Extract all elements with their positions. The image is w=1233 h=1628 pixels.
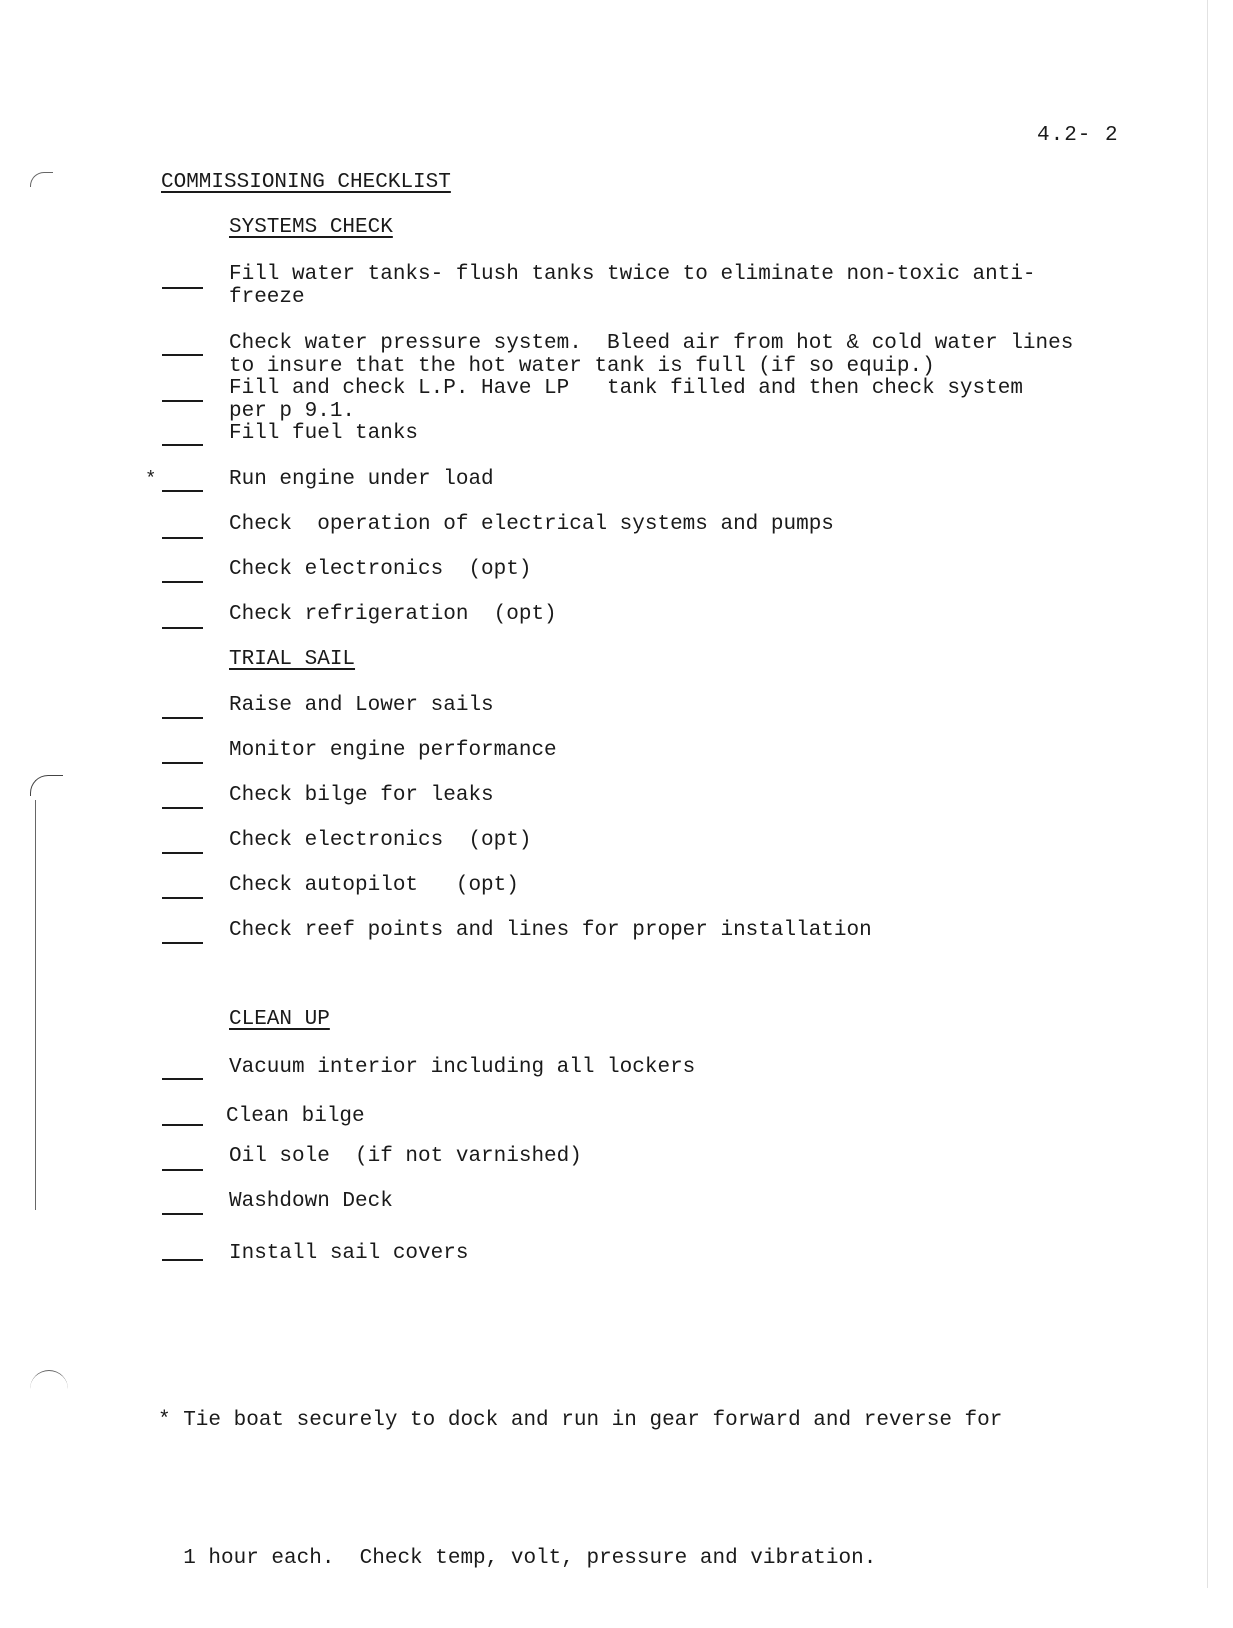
checklist-item-text: Install sail covers [229, 1242, 469, 1265]
checklist-item-text: Monitor engine performance [229, 739, 557, 762]
checkbox-blank-line[interactable] [162, 581, 203, 583]
checklist-item-text: Run engine under load [229, 468, 494, 491]
footnote [158, 1306, 1002, 1628]
checkbox-blank-line[interactable] [162, 490, 203, 492]
checklist-item-text: Check autopilot (opt) [229, 874, 519, 897]
checklist-item-text: Check operation of electrical systems and pumps [229, 513, 834, 536]
binder-hole-mark [30, 172, 53, 187]
margin-edge-line [35, 800, 36, 1210]
page-edge-line [1207, 0, 1208, 1588]
checkbox-blank-line[interactable] [162, 762, 203, 764]
footnote-line: * Tie boat securely to dock and run in gear forward and reverse for [158, 1409, 1003, 1432]
checklist-item-text: Fill and check L.P. Have LP tank filled and then check system per p 9.1. [229, 377, 1023, 423]
checkbox-blank-line[interactable] [162, 852, 203, 854]
checklist-item-text: Check bilge for leaks [229, 784, 494, 807]
asterisk-marker: * [145, 468, 157, 490]
checkbox-blank-line[interactable] [162, 1124, 203, 1126]
section-heading-systems-check: SYSTEMS CHECK [229, 216, 393, 239]
checklist-item-text: Washdown Deck [229, 1190, 393, 1213]
checkbox-blank-line[interactable] [162, 627, 203, 629]
checklist-item-text: Check electronics (opt) [229, 829, 532, 852]
checkbox-blank-line[interactable] [162, 807, 203, 809]
checkbox-blank-line[interactable] [162, 1169, 203, 1171]
checklist-item-text: Vacuum interior including all lockers [229, 1056, 696, 1079]
checklist-item-text: Check refrigeration (opt) [229, 603, 557, 626]
checkbox-blank-line[interactable] [162, 537, 203, 539]
checklist-item-text: Oil sole (if not varnished) [229, 1145, 582, 1168]
binder-hole-mark [30, 775, 63, 796]
page-number: 4.2- 2 [1037, 124, 1119, 147]
checkbox-blank-line[interactable] [162, 1259, 203, 1261]
checkbox-blank-line[interactable] [162, 444, 203, 446]
checkbox-blank-line[interactable] [162, 1078, 203, 1080]
checkbox-blank-line[interactable] [162, 287, 203, 289]
checkbox-blank-line[interactable] [162, 1213, 203, 1215]
checklist-item-text: Check electronics (opt) [229, 558, 532, 581]
checkbox-blank-line[interactable] [162, 717, 203, 719]
page-title: COMMISSIONING CHECKLIST [161, 171, 451, 194]
checkbox-blank-line[interactable] [162, 400, 203, 402]
checklist-item-text: Fill water tanks- flush tanks twice to eliminate non-toxic anti- freeze [229, 263, 1036, 309]
checklist-item-text: Check water pressure system. Bleed air from hot & cold water lines to insure that the hot water tank is full (if so equip.) [229, 332, 1074, 378]
checklist-item-text: Clean bilge [226, 1105, 365, 1128]
checklist-item-text: Raise and Lower sails [229, 694, 494, 717]
checklist-item-text: Check reef points and lines for proper installation [229, 919, 872, 942]
checkbox-blank-line[interactable] [162, 354, 203, 356]
section-heading-trial-sail: TRIAL SAIL [229, 648, 356, 671]
footnote-line: 1 hour each. Check temp, volt, pressure and vibration. [158, 1547, 877, 1570]
checkbox-blank-line[interactable] [162, 942, 203, 944]
binder-hole-mark [30, 1370, 68, 1391]
checklist-item-text: Fill fuel tanks [229, 422, 419, 445]
checkbox-blank-line[interactable] [162, 897, 203, 899]
section-heading-clean-up: CLEAN UP [229, 1008, 330, 1031]
